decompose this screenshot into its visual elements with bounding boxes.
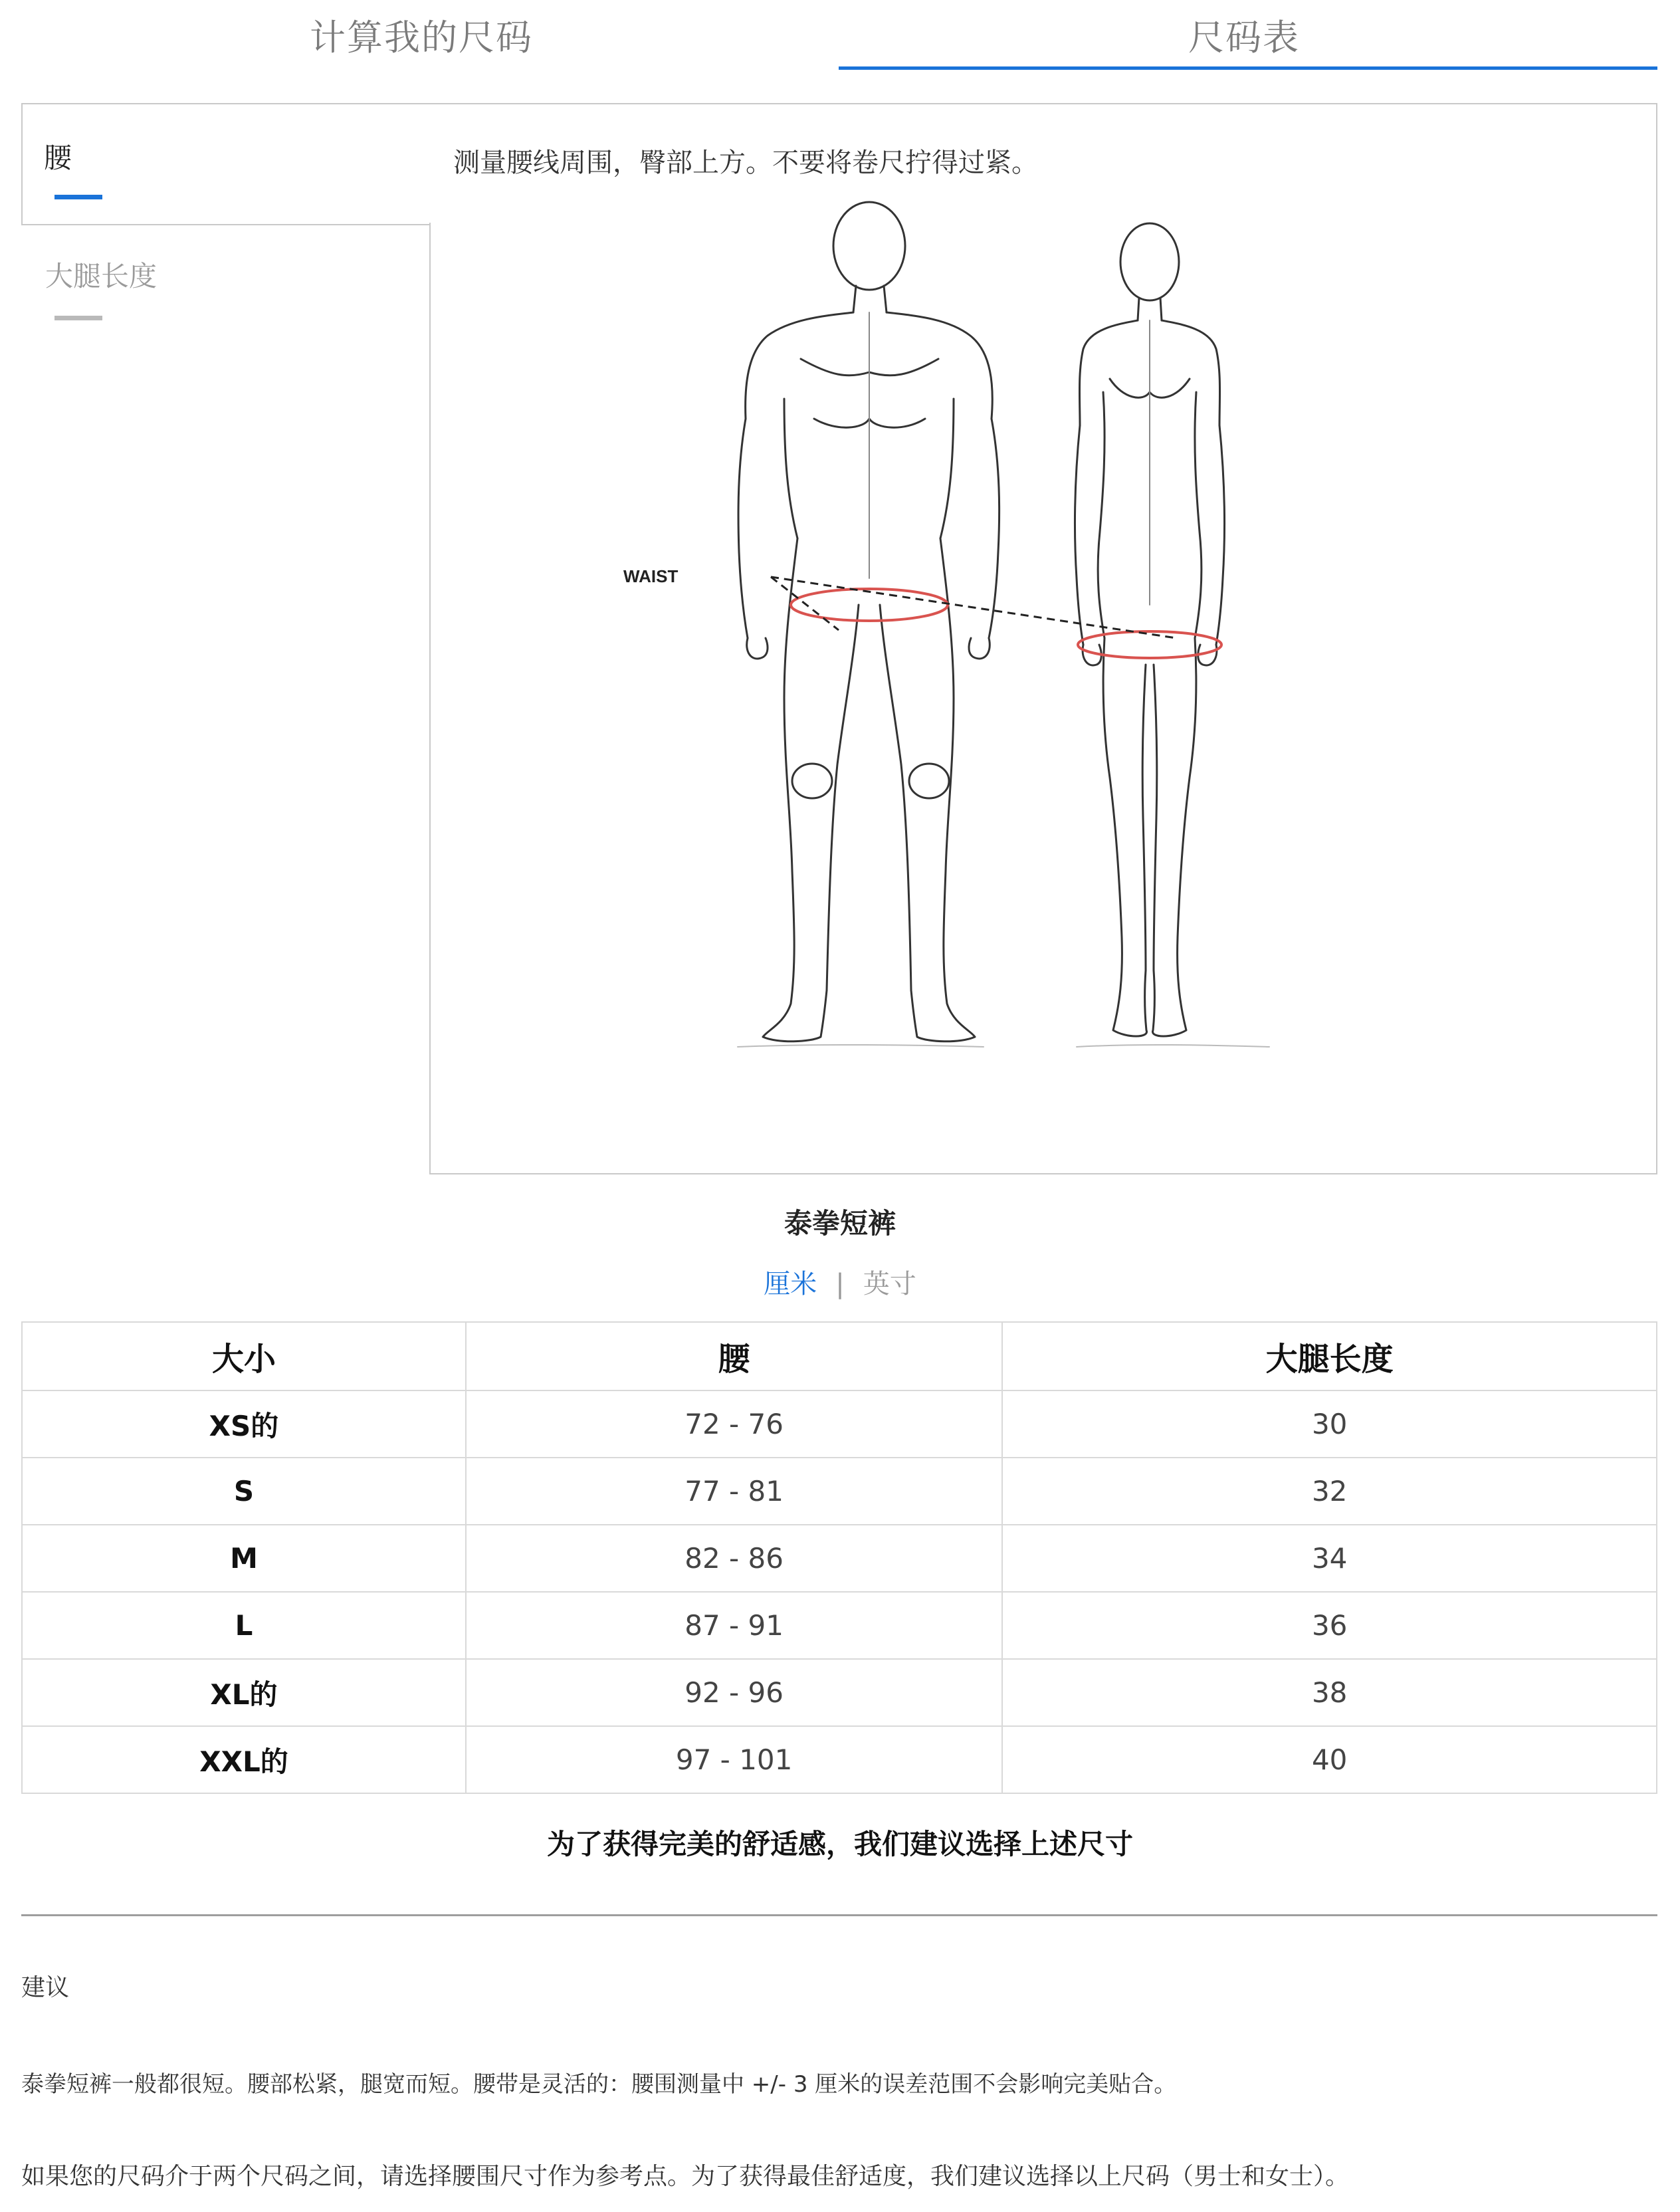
cell-size: XXL的 (22, 1726, 466, 1793)
cell-waist: 97 - 101 (466, 1726, 1002, 1793)
cell-thigh: 36 (1002, 1592, 1657, 1659)
cell-waist: 92 - 96 (466, 1659, 1002, 1726)
cell-size: M (22, 1525, 466, 1592)
advice-paragraph: 如果您的尺码介于两个尺码之间，请选择腰围尺寸作为参考点。为了获得最佳舒适度，我们建议选择以上尺码（男士和女士）。 (21, 2163, 1350, 2190)
active-indicator (54, 195, 102, 199)
cell-thigh: 40 (1002, 1726, 1657, 1793)
cell-waist: 82 - 86 (466, 1525, 1002, 1592)
cell-size: XL的 (22, 1659, 466, 1726)
table-row (22, 1659, 1657, 1726)
table-row (22, 1390, 1657, 1458)
waist-pointer-lines (771, 577, 1176, 638)
cell-thigh: 38 (1002, 1659, 1657, 1726)
unit-inch-toggle[interactable]: 英寸 (863, 1269, 916, 1299)
advice-heading: 建议 (21, 1974, 70, 2001)
tab-size-chart[interactable]: 尺码表 (1188, 17, 1300, 58)
header-waist: 腰 (466, 1322, 1002, 1390)
unit-separator: | (835, 1269, 845, 1299)
table-row (22, 1726, 1657, 1793)
table-row (22, 1592, 1657, 1659)
body-measurement-illustration (623, 179, 1322, 1110)
cell-thigh: 32 (1002, 1458, 1657, 1525)
advice-paragraph: 泰拳短裤一般都很短。腰部松紧，腿宽而短。腰带是灵活的：腰围测量中 +/- 3 厘米的误差范围不会影响完美贴合。 (21, 2071, 1177, 2098)
cell-waist: 87 - 91 (466, 1592, 1002, 1659)
unit-switch (0, 1263, 1680, 1301)
side-item-label: 腰 (44, 142, 72, 174)
side-item-label: 大腿长度 (45, 260, 158, 292)
section-divider (21, 1914, 1657, 1916)
size-table (21, 1321, 1657, 1794)
measurement-description: 测量腰线周围，臀部上方。不要将卷尺拧得过紧。 (453, 148, 1038, 178)
inactive-indicator (54, 316, 102, 320)
header-thigh-length: 大腿长度 (1002, 1322, 1657, 1390)
waist-markers (791, 589, 1221, 658)
side-item-waist[interactable] (21, 103, 431, 225)
table-header-row (22, 1322, 1657, 1390)
header-size: 大小 (22, 1322, 466, 1390)
unit-cm-toggle[interactable]: 厘米 (764, 1269, 817, 1299)
active-tab-indicator (839, 66, 1657, 70)
cell-size: L (22, 1592, 466, 1659)
cell-thigh: 34 (1002, 1525, 1657, 1592)
tab-bar (0, 0, 1680, 73)
cell-waist: 77 - 81 (466, 1458, 1002, 1525)
cell-size: XS的 (22, 1390, 466, 1458)
female-figure (1075, 223, 1225, 1036)
product-title: 泰拳短裤 (784, 1207, 896, 1240)
cell-waist: 72 - 76 (466, 1390, 1002, 1458)
cell-size: S (22, 1458, 466, 1525)
tab-calculate-my-size[interactable]: 计算我的尺码 (310, 17, 533, 58)
cell-thigh: 30 (1002, 1390, 1657, 1458)
table-row (22, 1525, 1657, 1592)
table-row (22, 1458, 1657, 1525)
recommendation-text: 为了获得完美的舒适感，我们建议选择上述尺寸 (546, 1828, 1133, 1860)
waist-label: WAIST (623, 566, 679, 586)
